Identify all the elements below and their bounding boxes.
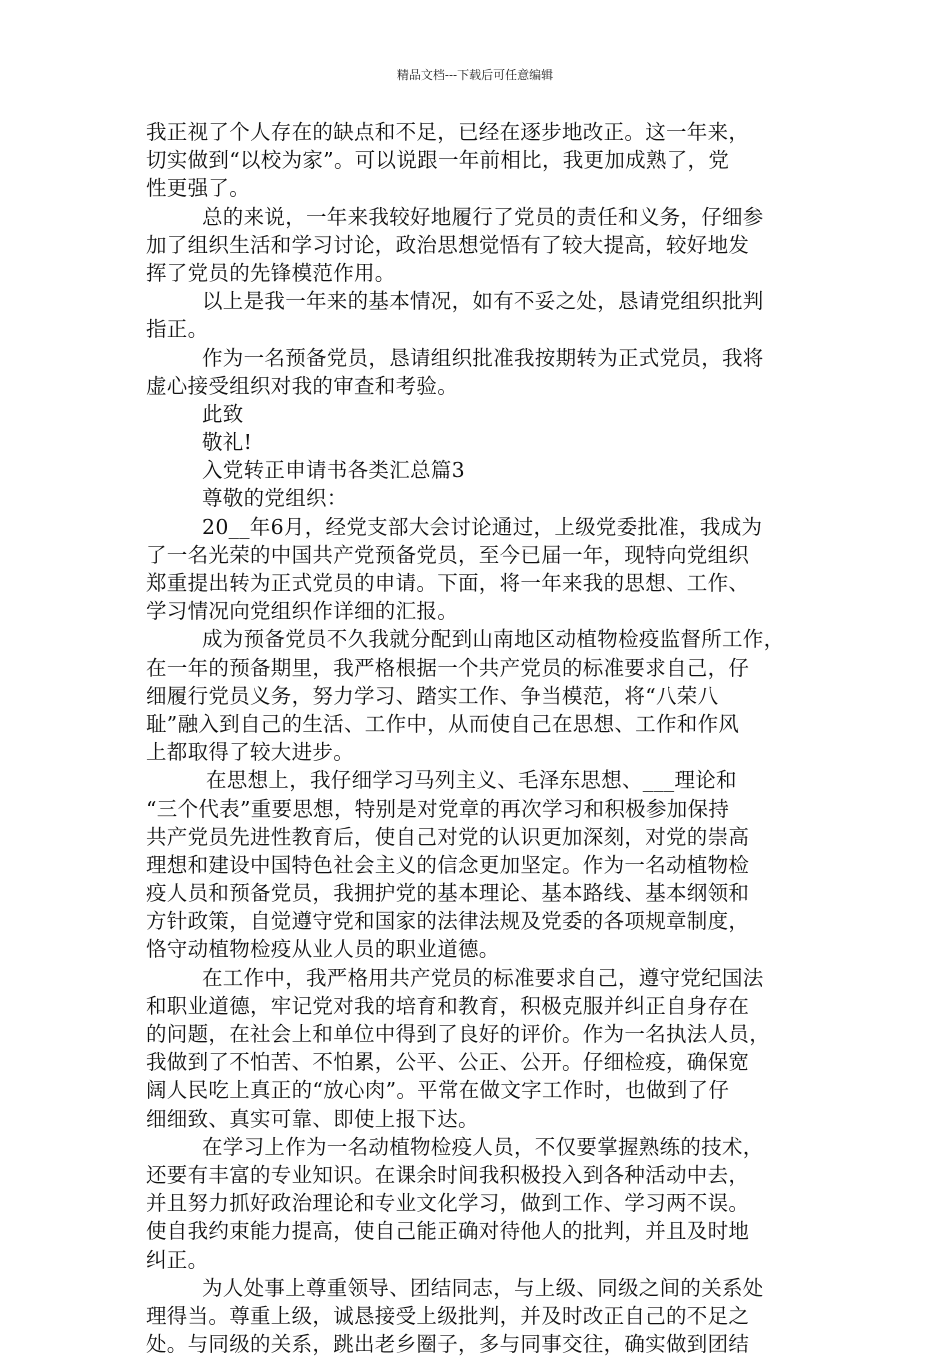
text-line: 了一名光荣的中国共产党预备党员，至今已届一年，现特向党组织 [146, 542, 750, 567]
text-line: 成为预备党员不久我就分配到山南地区动植物检疫监督所工作， [202, 627, 785, 652]
text-line: 尊敬的党组织： [202, 486, 348, 511]
text-line: 加了组织生活和学习讨论，政治思想觉悟有了较大提高，较好地发 [146, 232, 750, 257]
text-line: 我做到了不怕苦、不怕累，公平、公正、公开。仔细检疫，确保宽 [146, 1050, 750, 1075]
text-line: 指正。 [146, 317, 209, 342]
text-line: 理得当。尊重上级，诚恳接受上级批判，并及时改正自己的不足之 [146, 1303, 750, 1328]
text-line: 共产党员先进性教育后，使自己对党的认识更加深刻，对党的崇高 [146, 824, 750, 849]
text-line: 挥了党员的先锋模范作用。 [146, 260, 396, 285]
text-line: 20__年6月，经党支部大会讨论通过，上级党委批准，我成为 [202, 514, 763, 539]
text-line: 还要有丰富的专业知识。在课余时间我积极投入到各种活动中去， [146, 1162, 750, 1187]
text-line: 上都取得了较大进步。 [146, 740, 354, 765]
text-line: 此致 [202, 401, 244, 426]
text-line: 阔人民吃上真正的“放心肉”。平常在做文字工作时，也做到了仔 [146, 1078, 730, 1103]
text-line: 作为一名预备党员，恳请组织批准我按期转为正式党员，我将 [202, 345, 764, 370]
text-line: 处。与同级的关系，跳出老乡圈子，多与同事交往，确实做到团结 [146, 1332, 750, 1357]
text-line: 细履行党员义务，努力学习、踏实工作、争当模范，将“八荣八 [146, 683, 719, 708]
text-line: 细细致、真实可靠、即使上报下达。 [146, 1106, 479, 1131]
text-line: 学习情况向党组织作详细的汇报。 [146, 599, 458, 624]
text-line: 方针政策，自觉遵守党和国家的法律法规及党委的各项规章制度， [146, 909, 750, 934]
text-line: 的问题，在社会上和单位中得到了良好的评价。作为一名执法人员， [146, 1022, 770, 1046]
text-line: 恪守动植物检疫从业人员的职业道德。 [146, 937, 500, 962]
text-line: 郑重提出转为正式党员的申请。下面，将一年来我的思想、工作、 [146, 571, 750, 595]
text-line: 理想和建设中国特色社会主义的信念更加坚定。作为一名动植物检 [146, 852, 750, 877]
text-line: 在一年的预备期里，我严格根据一个共产党员的标准要求自己，仔 [146, 655, 750, 680]
text-line: 在学习上作为一名动植物检疫人员，不仅要掌握熟练的技术， [202, 1134, 764, 1159]
text-line: 我正视了个人存在的缺点和不足，已经在逐步地改正。这一年来， [146, 120, 750, 144]
text-line: 和职业道德，牢记党对我的培育和教育，积极克服并纠正自身存在 [146, 993, 750, 1018]
text-line: 总的来说，一年来我较好地履行了党员的责任和义务，仔细参 [202, 204, 764, 229]
text-line: 虚心接受组织对我的审查和考验。 [146, 373, 458, 398]
text-line: 为人处事上尊重领导、团结同志，与上级、同级之间的关系处 [202, 1275, 764, 1300]
text-line: “三个代表”重要思想，特别是对党章的再次学习和积极参加保持 [146, 796, 730, 821]
text-line: 在思想上，我仔细学习马列主义、毛泽东思想、___理论和 [206, 768, 737, 793]
text-line: 切实做到“以校为家”。可以说跟一年前相比，我更加成熟了，党 [146, 148, 730, 173]
text-line: 疫人员和预备党员，我拥护党的基本理论、基本路线、基本纲领和 [146, 881, 750, 906]
text-line: 入党转正申请书各类汇总篇3 [202, 458, 465, 483]
page-header: 精品文档---下载后可任意编辑 [396, 68, 554, 82]
document-body [146, 118, 816, 1358]
text-line: 以上是我一年来的基本情况，如有不妥之处，恳请党组织批判 [202, 289, 764, 314]
text-line: 并且努力抓好政治理论和专业文化学习，做到工作、学习两不误。 [146, 1191, 750, 1216]
text-line: 纠正。 [146, 1247, 209, 1272]
text-line: 使自我约束能力提高，使自己能正确对待他人的批判，并且及时地 [146, 1219, 750, 1244]
text-line: 在工作中，我严格用共产党员的标准要求自己，遵守党纪国法 [202, 965, 764, 990]
text-line: 敬礼! [202, 430, 253, 455]
text-line: 耻”融入到自己的生活、工作中，从而使自己在思想、工作和作风 [146, 711, 740, 736]
text-line: 性更强了。 [146, 176, 250, 201]
